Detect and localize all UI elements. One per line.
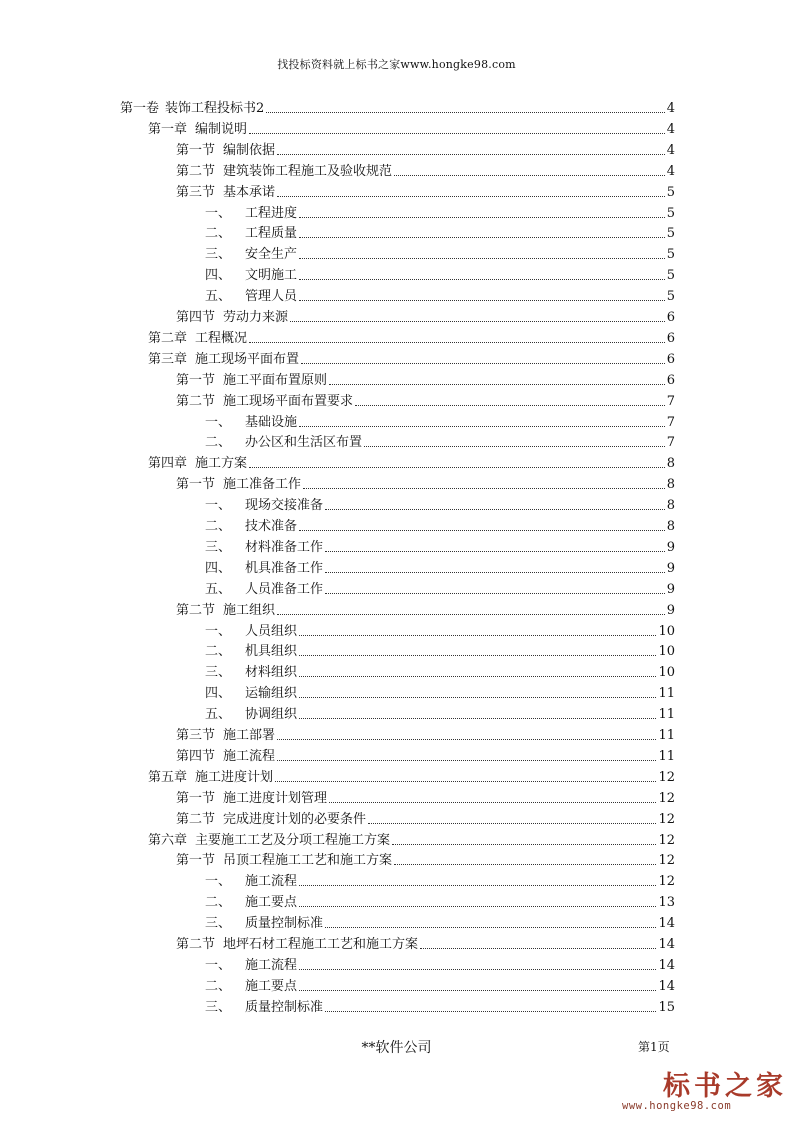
toc-entry-title: 吊顶工程施工工艺和施工方案 (223, 853, 393, 869)
toc-entry[interactable] (176, 305, 675, 326)
toc-entry[interactable] (176, 744, 675, 765)
toc-entry[interactable] (205, 702, 675, 723)
toc-entry-page: 12 (658, 790, 675, 806)
toc-entry[interactable] (148, 347, 675, 368)
toc-entry[interactable] (205, 660, 675, 681)
toc-entry-title: 机具组织 (245, 644, 298, 660)
toc-entry-number: 三、 (205, 999, 232, 1015)
toc-entry-title: 工程概况 (195, 330, 248, 346)
toc-entry-number: 第三节 (176, 728, 216, 743)
toc-dot-leader (277, 760, 656, 761)
toc-entry[interactable] (205, 263, 675, 284)
toc-entry-title: 工程质量 (245, 226, 298, 242)
toc-entry-page: 4 (666, 121, 675, 137)
toc-entry-page: 8 (666, 519, 675, 534)
toc-dot-leader (355, 405, 665, 406)
toc-dot-leader (299, 217, 665, 218)
toc-entry-title: 办公区和生活区布置 (245, 435, 363, 451)
toc-dot-leader (249, 342, 665, 343)
toc-entry[interactable] (148, 451, 675, 472)
toc-entry-number: 第六章 (148, 832, 188, 848)
toc-entry[interactable] (120, 96, 675, 117)
toc-entry[interactable] (205, 430, 675, 451)
toc-entry-number: 第一节 (176, 477, 216, 493)
toc-entry-page: 11 (658, 686, 675, 702)
toc-entry-page: 5 (666, 268, 675, 284)
toc-entry-title: 施工流程 (245, 957, 298, 973)
toc-entry-page: 6 (666, 372, 675, 388)
toc-entry-number: 三、 (205, 247, 232, 263)
toc-entry[interactable] (176, 723, 675, 744)
toc-entry-number: 第一节 (176, 790, 216, 806)
toc-dot-leader (299, 718, 656, 719)
watermark-title: 标书之家 (663, 1071, 787, 1102)
toc-dot-leader (329, 384, 665, 385)
toc-entry[interactable] (176, 368, 675, 389)
watermark-url: www.hongke98.com (622, 1100, 732, 1112)
toc-entry[interactable] (205, 535, 675, 556)
toc-entry[interactable] (205, 869, 675, 890)
toc-dot-leader (420, 948, 656, 949)
toc-entry-number: 二、 (205, 226, 232, 242)
toc-entry-title: 材料组织 (245, 665, 298, 681)
toc-entry[interactable] (205, 201, 675, 222)
toc-entry-number: 第四节 (176, 310, 216, 325)
toc-entry-title: 工程进度 (245, 205, 298, 221)
toc-entry[interactable] (205, 639, 675, 660)
toc-entry[interactable] (176, 786, 675, 807)
toc-entry-number: 一、 (205, 623, 232, 639)
toc-entry[interactable] (148, 326, 675, 347)
footer-company: **软件公司 (361, 1040, 432, 1056)
toc-entry-title: 装饰工程投标书2 (165, 101, 265, 116)
toc-entry-title: 施工方案 (195, 456, 248, 472)
toc-entry-page: 7 (666, 435, 675, 451)
toc-dot-leader (299, 697, 656, 698)
toc-dot-leader (325, 927, 656, 928)
toc-dot-leader (275, 781, 656, 782)
toc-entry[interactable] (176, 932, 675, 953)
toc-entry-number: 第二节 (176, 163, 216, 179)
toc-entry-title: 质量控制标准 (245, 999, 324, 1015)
toc-entry-number: 三、 (205, 665, 232, 681)
toc-entry-number: 三、 (205, 539, 232, 555)
toc-entry-page: 8 (666, 456, 675, 472)
toc-entry[interactable] (205, 974, 675, 995)
toc-entry-number: 一、 (205, 498, 232, 514)
toc-dot-leader (325, 593, 665, 594)
toc-dot-leader (368, 823, 656, 824)
toc-entry-title: 建筑装饰工程施工及验收规范 (223, 163, 393, 179)
toc-entry-title: 人员准备工作 (245, 581, 324, 597)
toc-entry-title: 运输组织 (245, 686, 298, 702)
toc-entry-number: 五、 (205, 289, 232, 305)
toc-dot-leader (299, 906, 656, 907)
toc-dot-leader (277, 614, 665, 615)
footer-page-number: 第1页 (638, 1040, 670, 1054)
toc-dot-leader (299, 655, 656, 656)
toc-entry-page: 7 (666, 393, 675, 409)
toc-dot-leader (329, 802, 656, 803)
toc-entry-title: 施工现场平面布置要求 (223, 393, 354, 409)
toc-entry[interactable] (205, 221, 675, 242)
toc-entry-number: 二、 (205, 435, 232, 451)
toc-entry-number: 五、 (205, 707, 232, 723)
toc-dot-leader (299, 426, 665, 427)
toc-entry-title: 基础设施 (245, 414, 298, 430)
toc-dot-leader (299, 279, 665, 280)
toc-dot-leader (299, 530, 665, 531)
toc-entry[interactable] (205, 681, 675, 702)
toc-entry-title: 编制说明 (195, 121, 248, 137)
toc-entry-page: 11 (658, 728, 675, 743)
toc-entry-page: 10 (658, 623, 675, 639)
toc-dot-leader (266, 112, 664, 113)
toc-entry[interactable] (205, 911, 675, 932)
toc-entry-title: 施工平面布置原则 (223, 372, 328, 388)
toc-dot-leader (299, 969, 656, 970)
toc-entry-title: 人员组织 (245, 623, 298, 639)
toc-entry-number: 第二章 (148, 330, 188, 346)
page-header: 找投标资料就上标书之家www.hongke98.com (277, 58, 516, 71)
toc-entry-page: 9 (666, 539, 675, 555)
toc-dot-leader (364, 446, 665, 447)
toc-entry-number: 第二节 (176, 602, 216, 618)
toc-entry-title: 劳动力来源 (223, 310, 289, 325)
toc-entry-page: 4 (666, 142, 675, 158)
toc-entry-number: 第五章 (148, 769, 188, 785)
toc-entry-title: 文明施工 (245, 268, 298, 284)
toc-entry-title: 施工进度计划管理 (223, 790, 328, 806)
toc-entry-title: 施工组织 (223, 602, 276, 618)
toc-entry-title: 管理人员 (245, 289, 298, 305)
toc-dot-leader (299, 885, 656, 886)
toc-entry-page: 8 (666, 498, 675, 514)
toc-entry-page: 12 (658, 769, 675, 785)
toc-dot-leader (299, 258, 665, 259)
toc-entry-page: 14 (658, 957, 675, 973)
toc-entry-number: 二、 (205, 895, 232, 911)
toc-entry-title: 协调组织 (245, 707, 298, 723)
toc-dot-leader (325, 551, 665, 552)
toc-entry-number: 第一章 (148, 121, 188, 137)
toc-entry[interactable] (205, 890, 675, 911)
toc-dot-leader (277, 154, 665, 155)
toc-entry[interactable] (148, 765, 675, 786)
toc-entry-page: 6 (666, 351, 675, 367)
toc-entry-page: 6 (666, 330, 675, 346)
toc-dot-leader (392, 844, 656, 845)
toc-entry-page: 5 (666, 205, 675, 221)
toc-entry-number: 二、 (205, 644, 232, 660)
toc-entry-page: 15 (658, 999, 675, 1015)
toc-entry-number: 一、 (205, 414, 232, 430)
toc-entry-page: 7 (666, 414, 675, 430)
toc-entry-title: 施工进度计划 (195, 769, 274, 785)
toc-entry[interactable] (176, 598, 675, 619)
toc-entry-number: 第一卷 (120, 101, 160, 116)
toc-entry-page: 4 (666, 163, 675, 179)
toc-dot-leader (303, 488, 665, 489)
toc-entry[interactable] (176, 138, 675, 159)
toc-entry-number: 第二节 (176, 393, 216, 409)
toc-dot-leader (290, 321, 665, 322)
toc-dot-leader (299, 635, 656, 636)
toc-entry-title: 安全生产 (245, 247, 298, 263)
toc-entry-number: 三、 (205, 916, 232, 932)
toc-dot-leader (299, 237, 665, 238)
toc-dot-leader (325, 1011, 656, 1012)
toc-entry-page: 14 (658, 916, 675, 932)
toc-dot-leader (299, 676, 656, 677)
toc-entry[interactable] (176, 472, 675, 493)
toc-entry[interactable] (205, 242, 675, 263)
toc-dot-leader (299, 300, 665, 301)
watermark-logo (610, 1064, 793, 1122)
toc-entry-title: 施工部署 (223, 728, 276, 743)
toc-entry-title: 施工准备工作 (223, 477, 302, 493)
toc-entry-number: 第二节 (176, 811, 216, 827)
toc-entry-title: 基本承诺 (223, 184, 276, 200)
toc-entry-page: 8 (666, 477, 675, 493)
toc-entry-number: 二、 (205, 519, 232, 534)
toc-entry-title: 施工流程 (223, 748, 276, 764)
toc-dot-leader (249, 133, 665, 134)
toc-entry-number: 四、 (205, 560, 232, 576)
toc-entry-number: 五、 (205, 581, 232, 597)
toc-entry-title: 地坪石材工程施工工艺和施工方案 (223, 937, 419, 952)
toc-entry-number: 第一节 (176, 142, 216, 158)
toc-entry-page: 5 (666, 247, 675, 263)
toc-entry-number: 第一节 (176, 372, 216, 388)
toc-entry-page: 11 (658, 707, 675, 723)
toc-entry[interactable] (205, 284, 675, 305)
toc-entry-number: 一、 (205, 205, 232, 221)
toc-entry-number: 第四节 (176, 748, 216, 764)
toc-dot-leader (277, 739, 656, 740)
toc-entry[interactable] (148, 828, 675, 849)
toc-entry[interactable] (205, 410, 675, 431)
toc-entry-page: 4 (666, 101, 675, 116)
toc-entry-page: 5 (666, 184, 675, 200)
toc-dot-leader (299, 990, 656, 991)
toc-dot-leader (325, 509, 665, 510)
toc-entry-number: 一、 (205, 874, 232, 890)
toc-entry-page: 12 (658, 811, 675, 827)
toc-entry-page: 14 (658, 978, 675, 994)
toc-entry-title: 技术准备 (245, 519, 298, 534)
toc-entry[interactable] (176, 159, 675, 180)
toc-entry-title: 质量控制标准 (245, 916, 324, 932)
toc-entry[interactable] (205, 619, 675, 640)
toc-entry-number: 第三章 (148, 351, 188, 367)
toc-entry-page: 14 (658, 937, 675, 952)
toc-dot-leader (249, 467, 665, 468)
toc-entry-page: 5 (666, 226, 675, 242)
toc-entry-page: 6 (666, 310, 675, 325)
toc-dot-leader (325, 572, 665, 573)
toc-dot-leader (301, 363, 665, 364)
toc-entry-number: 第二节 (176, 937, 216, 952)
toc-entry-title: 现场交接准备 (245, 498, 324, 514)
toc-entry-title: 施工要点 (245, 895, 298, 911)
toc-dot-leader (394, 175, 665, 176)
toc-entry-page: 12 (658, 853, 675, 869)
toc-entry-page: 5 (666, 289, 675, 305)
toc-entry-title: 完成进度计划的必要条件 (223, 811, 367, 827)
toc-entry-page: 9 (666, 602, 675, 618)
toc-dot-leader (277, 196, 665, 197)
toc-dot-leader (394, 864, 656, 865)
toc-entry-page: 12 (658, 874, 675, 890)
toc-entry-number: 二、 (205, 978, 232, 994)
toc-entry[interactable] (148, 117, 675, 138)
toc-entry[interactable] (176, 848, 675, 869)
toc-entry[interactable] (176, 180, 675, 201)
toc-entry[interactable] (205, 577, 675, 598)
toc-entry-number: 四、 (205, 268, 232, 284)
toc-entry[interactable] (205, 514, 675, 535)
toc-entry-title: 施工流程 (245, 874, 298, 890)
toc-entry-title: 主要施工工艺及分项工程施工方案 (195, 832, 391, 848)
toc-entry-title: 施工要点 (245, 978, 298, 994)
toc-entry-page: 10 (658, 665, 675, 681)
toc-entry-page: 12 (658, 832, 675, 848)
toc-entry-number: 第四章 (148, 456, 188, 472)
toc-entry[interactable] (205, 493, 675, 514)
toc-entry[interactable] (205, 556, 675, 577)
toc-entry[interactable] (176, 389, 675, 410)
toc-entry-title: 材料准备工作 (245, 539, 324, 555)
toc-entry-page: 10 (658, 644, 675, 660)
toc-entry-page: 9 (666, 581, 675, 597)
toc-entry-page: 11 (658, 748, 675, 764)
toc-entry[interactable] (176, 807, 675, 828)
toc-entry-number: 四、 (205, 686, 232, 702)
toc-entry[interactable] (205, 953, 675, 974)
toc-entry[interactable] (205, 995, 675, 1016)
toc-entry-page: 13 (658, 895, 675, 911)
toc-entry-title: 机具准备工作 (245, 560, 324, 576)
toc-entry-number: 第三节 (176, 184, 216, 200)
toc-entry-title: 施工现场平面布置 (195, 351, 300, 367)
toc-entry-number: 第一节 (176, 853, 216, 869)
toc-entry-number: 一、 (205, 957, 232, 973)
toc-entry-title: 编制依据 (223, 142, 276, 158)
toc-entry-page: 9 (666, 560, 675, 576)
